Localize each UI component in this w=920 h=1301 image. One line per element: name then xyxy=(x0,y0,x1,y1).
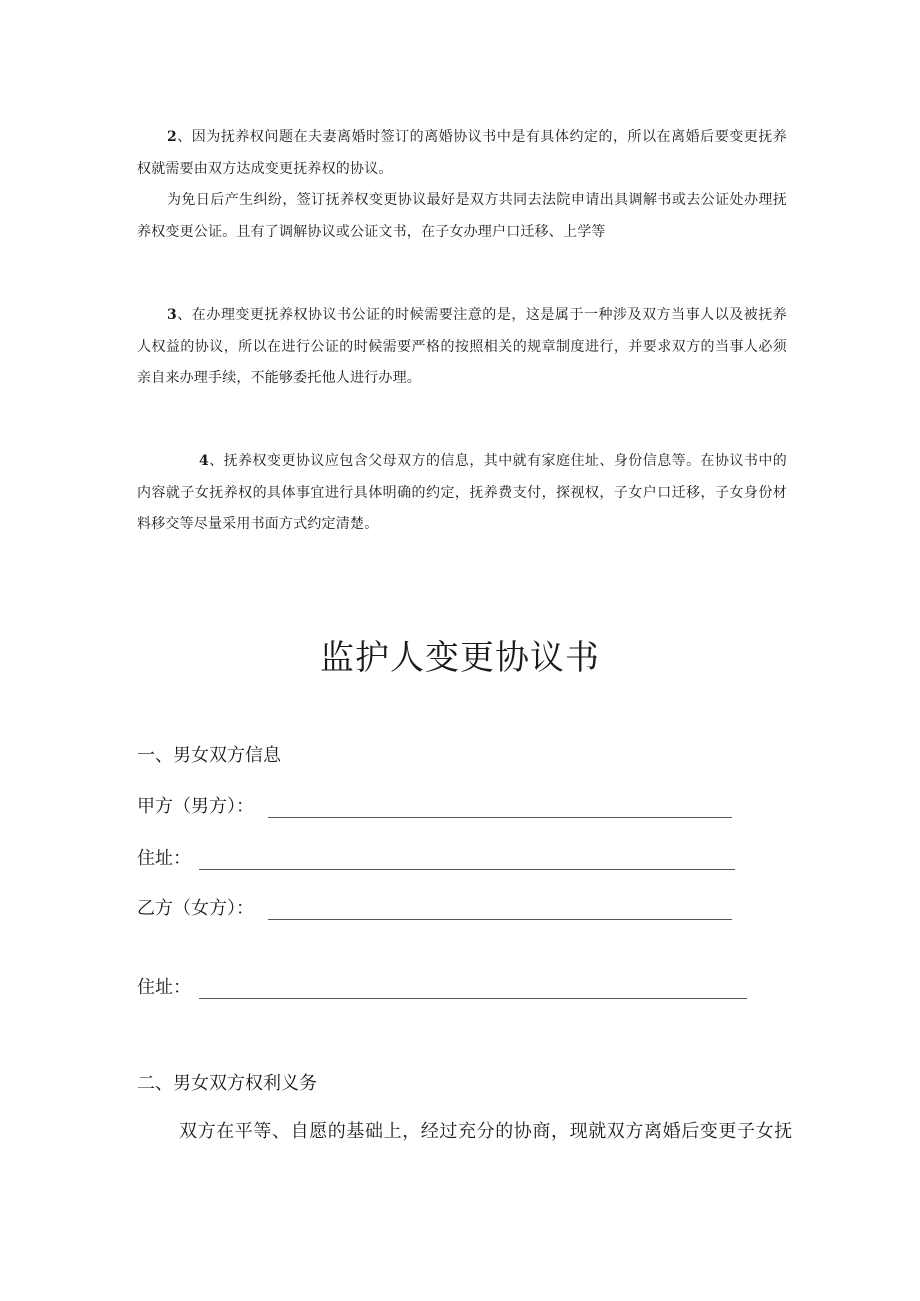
document-title: 监护人变更协议书 xyxy=(320,638,600,678)
item-text: 、抚养权变更协议应包含父母双方的信息，其中就有家庭住址、身份信息等。在协议书中的内容就子女抚养权的具体事宜进行具体明确的约定，抚养费支付，探视权，子女户口迁移，子女身份材料移交等尽量采用书面方式约定清楚。 xyxy=(137,453,787,532)
address-b-label: 住址： xyxy=(137,977,191,998)
party-a-blank-line[interactable] xyxy=(268,799,732,818)
item-text: 为免日后产生纠纷，签订抚养权变更协议最好是双方共同去法院申请出具调解书或去公证处办理抚养权变更公证。且有了调解协议或公证文书，在子女办理户口迁移、上学等 xyxy=(137,192,787,240)
address-a-field xyxy=(137,844,735,870)
paragraph-item-2-continued xyxy=(137,185,787,248)
address-b-field xyxy=(137,973,747,999)
party-b-field xyxy=(137,894,732,920)
paragraph-item-4 xyxy=(137,446,787,541)
body-paragraph: 双方在平等、自愿的基础上，经过充分的协商，现就双方离婚后变更子女抚 xyxy=(179,1121,793,1142)
paragraph-item-3 xyxy=(137,300,787,395)
party-b-blank-line[interactable] xyxy=(268,901,732,920)
address-a-label: 住址： xyxy=(137,848,191,869)
item-number: 2 xyxy=(167,129,177,145)
party-b-label: 乙方（女方）： xyxy=(137,898,254,919)
section-heading-rights-obligations: 二、男女双方权利义务 xyxy=(137,1073,317,1094)
party-a-label: 甲方（男方）： xyxy=(137,796,254,817)
item-text: 、在办理变更抚养权协议书公证的时候需要注意的是，这是属于一种涉及双方当事人以及被抚养人权益的协议，所以在进行公证的时候需要严格的按照相关的规章制度进行，并要求双方的当事人必须亲自来办理手续，不能够委托他人进行办理。 xyxy=(137,307,787,386)
paragraph-item-2 xyxy=(137,122,787,185)
item-text: 、因为抚养权问题在夫妻离婚时签订的离婚协议书中是有具体约定的，所以在离婚后要变更抚养权就需要由双方达成变更抚养权的协议。 xyxy=(137,129,787,177)
item-number: 3 xyxy=(167,307,177,323)
party-a-field xyxy=(137,792,732,818)
address-a-blank-line[interactable] xyxy=(199,851,735,870)
section-heading-party-info: 一、男女双方信息 xyxy=(137,745,281,766)
item-number: 4 xyxy=(199,453,209,469)
address-b-blank-line[interactable] xyxy=(199,980,747,999)
